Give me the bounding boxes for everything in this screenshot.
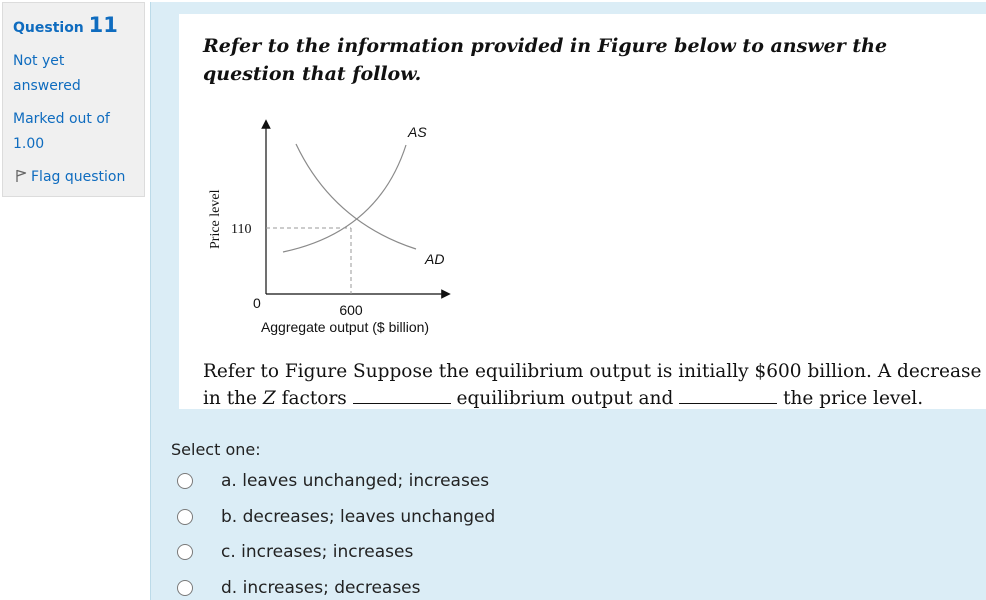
question-text-box: [179, 14, 986, 409]
answer-blank-1: [353, 386, 451, 404]
flag-question-label: Flag question: [31, 169, 126, 185]
question-stem: [203, 358, 986, 412]
select-one-prompt: Select one:: [171, 440, 261, 459]
answer-option-d[interactable]: [177, 576, 597, 600]
question-label: Question: [13, 20, 84, 36]
y-axis-label: Price level: [208, 189, 223, 249]
answer-option-c[interactable]: [177, 540, 597, 564]
x-axis-label: Aggregate output ($ billion): [260, 319, 430, 335]
stem-text-4: the price level.: [777, 388, 924, 409]
as-curve-label: AS: [408, 124, 427, 140]
output-tick-label: 600: [339, 302, 363, 318]
question-grade: Marked out of 1.00: [13, 111, 110, 152]
stem-text-1: Refer to Figure Suppose the equilibrium output is initially $600 billion. A decrease in the: [203, 361, 982, 409]
question-info-box: [2, 2, 145, 197]
radio-button-b[interactable]: [177, 509, 193, 525]
price-tick-label: 110: [231, 222, 252, 237]
flag-icon: [15, 169, 27, 183]
answer-option-label: c. increases; increases: [221, 542, 414, 562]
ad-curve: [296, 144, 416, 249]
flag-question-link[interactable]: [15, 169, 125, 185]
answer-option-label: b. decreases; leaves unchanged: [221, 507, 496, 527]
answer-option-label: a. leaves unchanged; increases: [221, 471, 490, 491]
origin-label: 0: [253, 295, 261, 311]
answer-option-a[interactable]: [177, 469, 597, 493]
radio-button-a[interactable]: [177, 473, 193, 489]
stem-text-2: factors: [275, 388, 353, 409]
question-heading: [13, 13, 118, 37]
stem-z-variable: Z: [262, 388, 276, 409]
answer-blank-2: [679, 386, 777, 404]
as-curve: [283, 145, 406, 252]
answer-option-b[interactable]: [177, 505, 597, 529]
stem-text-3: equilibrium output and: [450, 388, 680, 409]
question-intro: Refer to the information provided in Figure below to answer the question that follow.: [203, 35, 888, 85]
radio-button-c[interactable]: [177, 544, 193, 560]
as-ad-figure: [203, 112, 503, 344]
question-state: Not yet answered: [13, 53, 81, 94]
question-content-panel: [150, 2, 986, 600]
answer-option-label: d. increases; decreases: [221, 578, 421, 598]
question-number: 11: [88, 13, 118, 37]
radio-button-d[interactable]: [177, 580, 193, 596]
ad-curve-label: AD: [425, 251, 445, 267]
